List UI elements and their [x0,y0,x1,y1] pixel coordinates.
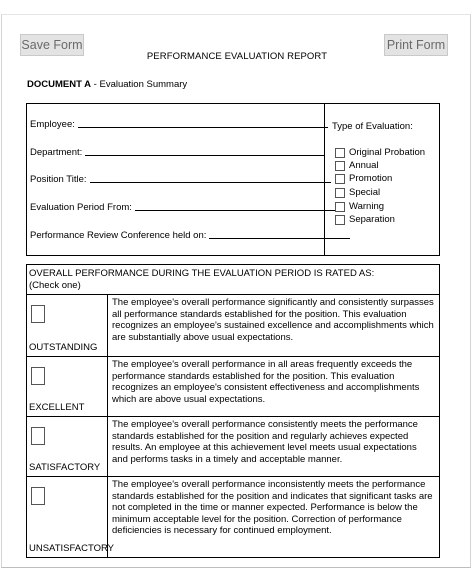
overall-performance-heading [29,268,374,292]
evaluation-period-field[interactable] [30,202,341,213]
overall-performance-box [26,264,440,558]
rating-checkbox[interactable] [31,367,45,385]
overall-heading-line1: OVERALL PERFORMANCE DURING THE EVALUATION PERIOD IS RATED AS: [29,268,375,279]
department-label: Department: [30,147,83,158]
checkbox[interactable] [335,174,345,184]
rating-description: The employee's overall performance inconsistently meets the performance standards established for the position and indicates that significant tasks are not completed in the time or manner expected. Performance is below the minimum acceptable level for the position. Correction of performance deficiencies is necessary for continued employment. [112,479,433,537]
option-warning[interactable] [335,201,384,212]
rating-label: UNSATISFACTORY [29,543,114,554]
rating-cell [27,295,108,356]
evaluation-period-input-line[interactable] [135,209,341,211]
checkbox[interactable] [335,148,345,158]
checkbox[interactable] [335,202,345,212]
document-subtitle: - Evaluation Summary [91,79,188,90]
rating-checkbox[interactable] [31,487,45,505]
rating-excellent [27,356,439,416]
rating-description: The employee's overall performance consistently meets the performance standards established for the position and regularly achieves expected results. An employee at this achievement level meets usual expectations and performs tasks in a timely and acceptable manner. [112,419,418,465]
rating-label: EXCELLENT [29,402,85,413]
employee-field[interactable] [30,119,328,130]
rating-cell [27,417,108,476]
department-input-line[interactable] [85,154,325,156]
rating-outstanding [27,294,439,356]
employee-label: Employee: [30,119,75,130]
document-label: DOCUMENT A [27,79,92,90]
position-title-input-line[interactable] [90,181,331,183]
checkbox[interactable] [335,161,345,171]
rating-label: OUTSTANDING [29,342,98,353]
print-form-button[interactable]: Print Form [384,34,448,56]
option-label: Special [349,187,381,198]
rating-description: The employee's overall performance significantly and consistently surpasses all performance standards established for the position. This evaluation recognizes an employee's sustained excellence and accomplishments which are substantially above usual expectations. [112,297,434,343]
evaluation-period-label: Evaluation Period From: [30,202,132,213]
option-label: Original Probation [349,147,426,158]
rating-cell [27,477,114,557]
document-heading [27,79,187,90]
rating-unsatisfactory [27,476,439,557]
position-title-field[interactable] [30,174,331,185]
rating-checkbox[interactable] [31,305,45,323]
rating-label: SATISFACTORY [29,462,101,473]
rating-description: The employee's overall performance in all areas frequently exceeds the performance standards established for the position. This evaluation recognizes an employee's consistent effectiveness and accomplishments which are above usual expectations. [112,359,420,405]
rating-checkbox[interactable] [31,427,45,445]
report-title: PERFORMANCE EVALUATION REPORT [146,51,328,62]
option-label: Separation [349,214,395,225]
review-conference-input-line[interactable] [209,237,350,239]
overall-heading-line2: (Check one) [29,280,81,291]
option-special[interactable] [335,187,380,198]
checkbox[interactable] [335,215,345,225]
position-title-label: Position Title: [30,174,87,185]
employee-input-line[interactable] [78,126,328,128]
review-conference-label: Performance Review Conference held on: [30,230,207,241]
checkbox[interactable] [335,188,345,198]
box-divider [324,104,325,255]
rating-satisfactory [27,416,439,476]
option-annual[interactable] [335,160,379,171]
option-original-probation[interactable] [335,147,425,158]
employee-info-box [26,103,440,256]
option-label: Annual [349,160,379,171]
rating-cell [27,357,108,416]
option-promotion[interactable] [335,173,392,184]
save-form-button[interactable]: Save Form [20,34,84,56]
option-separation[interactable] [335,214,395,225]
department-field[interactable] [30,147,325,158]
option-label: Warning [349,201,385,212]
type-of-evaluation-label: Type of Evaluation: [332,121,413,132]
review-conference-field[interactable] [30,230,350,241]
option-label: Promotion [349,173,393,184]
